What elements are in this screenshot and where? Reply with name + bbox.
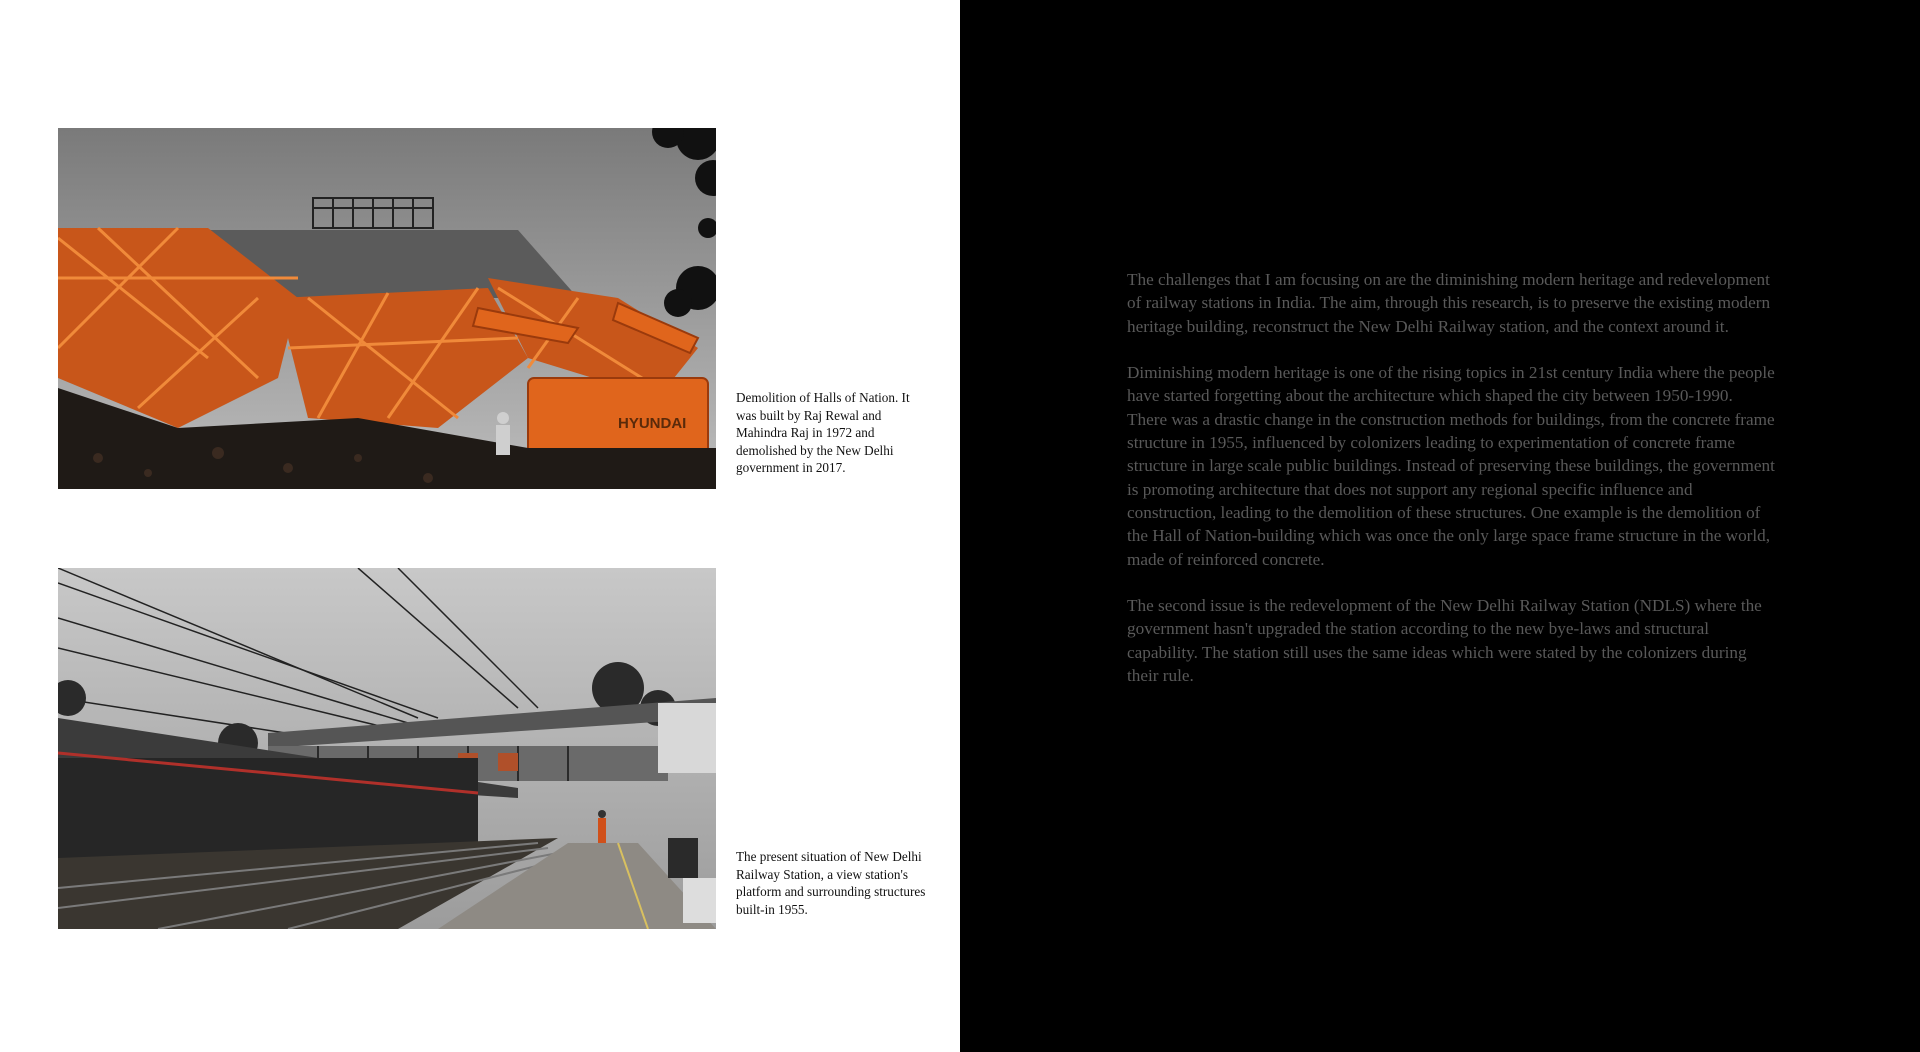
railway-station-caption: The present situation of New Delhi Railway Station, a view station's platform and surrounding structures built-in 1955. xyxy=(736,849,926,917)
demolition-photo xyxy=(58,128,716,489)
body-text xyxy=(1127,268,1775,711)
railway-station-photo xyxy=(58,568,716,929)
worker xyxy=(496,412,510,455)
body-paragraph: Diminishing modern heritage is one of the rising topics in 21st century India where the people have started forgetting about the architecture which shaped the city between 1950-1990. There was a drastic change in the construction methods for buildings, from the concrete frame structure in 1955, influenced by colonizers leading to experimentation of concrete frame structure in large scale public buildings. Instead of preserving these buildings, the government is promoting architecture that does not support any regional specific influence and construction, leading to the demolition of these structures. One example is the demolition of the Hall of Nation-building which was once the only large space frame structure in the world, made of reinforced concrete. xyxy=(1127,363,1775,569)
machine-brand-text: HYUNDAI xyxy=(618,415,687,432)
body-paragraph: The second issue is the redevelopment of the New Delhi Railway Station (NDLS) where the government hasn't upgraded the station according to the new bye-laws and structural capability. The station still uses the same ideas which were stated by the colonizers during their rule. xyxy=(1127,596,1762,686)
demolition-caption: Demolition of Halls of Nation. It was built by Raj Rewal and Mahindra Raj in 1972 and demolished by the New Delhi government in 2017. xyxy=(736,390,910,475)
body-paragraph: The challenges that I am focusing on are the diminishing modern heritage and redevelopment of railway stations in India. The aim, through this research, is to preserve the existing modern heritage building, reconstruct the New Delhi Railway station, and the context around it. xyxy=(1127,270,1771,336)
